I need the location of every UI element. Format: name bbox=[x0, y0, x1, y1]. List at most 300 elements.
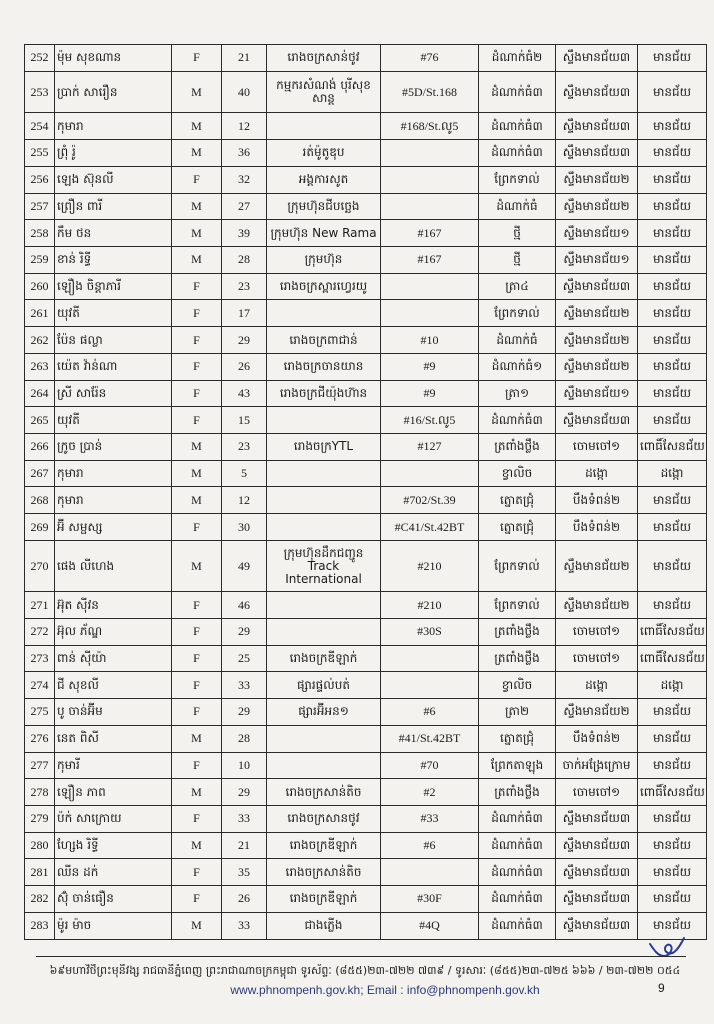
cell-village: ដំណាក់ធំ៣ bbox=[479, 805, 556, 832]
cell-sex: F bbox=[172, 859, 222, 886]
table-row bbox=[25, 300, 707, 327]
cell-commune: ស្ទឹងមានជ័យ២ bbox=[556, 353, 638, 380]
cell-commune: ស្ទឹងមានជ័យ១ bbox=[556, 220, 638, 247]
cell-row-number: 260 bbox=[25, 273, 55, 300]
cell-sex: M bbox=[172, 113, 222, 140]
cell-district: មានជ័យ bbox=[638, 300, 707, 327]
cell-house-street bbox=[381, 460, 479, 487]
cell-workplace bbox=[267, 407, 381, 434]
cell-row-number: 280 bbox=[25, 832, 55, 859]
cell-village: ដំណាក់ធំ៣ bbox=[479, 859, 556, 886]
cell-commune: បឹងទំពន់២ bbox=[556, 487, 638, 514]
cell-house-street bbox=[381, 672, 479, 699]
cell-age: 25 bbox=[222, 645, 267, 672]
cell-commune: ស្ទឹងមានជ័យ២ bbox=[556, 193, 638, 220]
cell-commune: ចោមចៅ១ bbox=[556, 645, 638, 672]
cell-row-number: 253 bbox=[25, 71, 55, 113]
cell-row-number: 263 bbox=[25, 353, 55, 380]
cell-district: មានជ័យ bbox=[638, 380, 707, 407]
table-row bbox=[25, 220, 707, 247]
cell-village: ត្រា២ bbox=[479, 699, 556, 726]
table-row bbox=[25, 460, 707, 487]
table-row bbox=[25, 912, 707, 939]
cell-name: ជី សុខលី bbox=[55, 672, 172, 699]
cell-workplace: ក្រុមហ៊ុន New Rama bbox=[267, 220, 381, 247]
cell-name: ផេង លីហេង bbox=[55, 540, 172, 591]
cell-workplace: រោងចក្រសាន់ថូវ bbox=[267, 45, 381, 72]
cell-district: មានជ័យ bbox=[638, 886, 707, 913]
cell-district: មានជ័យ bbox=[638, 912, 707, 939]
cell-sex: M bbox=[172, 193, 222, 220]
cell-workplace: រោងចក្រឌីឡាក់ bbox=[267, 645, 381, 672]
cell-workplace: រោងចក្រសាន់តិច bbox=[267, 859, 381, 886]
cell-district: មានជ័យ bbox=[638, 113, 707, 140]
cell-age: 46 bbox=[222, 592, 267, 619]
cell-row-number: 261 bbox=[25, 300, 55, 327]
cell-name: កុមារី bbox=[55, 752, 172, 779]
cell-name: ហ្សែង រិទ្ធី bbox=[55, 832, 172, 859]
cell-name: ស៊ុំ ចាន់ធឿន bbox=[55, 886, 172, 913]
cell-house-street: #41/St.42BT bbox=[381, 725, 479, 752]
cell-age: 21 bbox=[222, 45, 267, 72]
cell-commune: ស្ទឹងមានជ័យ២ bbox=[556, 300, 638, 327]
cell-name: ពាន់ ស៊ីយ៉ា bbox=[55, 645, 172, 672]
cell-sex: F bbox=[172, 618, 222, 645]
cell-district: មានជ័យ bbox=[638, 247, 707, 274]
cell-district: ដង្កោ bbox=[638, 672, 707, 699]
cell-house-street: #6 bbox=[381, 699, 479, 726]
cell-house-street: #2 bbox=[381, 779, 479, 806]
cell-sex: F bbox=[172, 672, 222, 699]
cell-name: កឹម ថន bbox=[55, 220, 172, 247]
cell-district: មានជ័យ bbox=[638, 140, 707, 167]
cell-district: មានជ័យ bbox=[638, 752, 707, 779]
cell-sex: F bbox=[172, 327, 222, 354]
cell-district: ដង្កោ bbox=[638, 460, 707, 487]
cell-name: ឡេង ស៊ុនលី bbox=[55, 166, 172, 193]
cell-age: 26 bbox=[222, 353, 267, 380]
cell-commune: ដង្កោ bbox=[556, 460, 638, 487]
cell-row-number: 265 bbox=[25, 407, 55, 434]
cell-row-number: 266 bbox=[25, 434, 55, 461]
signature-mark-icon bbox=[646, 936, 686, 962]
cell-row-number: 257 bbox=[25, 193, 55, 220]
cell-village: ថ្មី bbox=[479, 247, 556, 274]
cell-sex: F bbox=[172, 166, 222, 193]
cell-village: ដំណាក់ធំ bbox=[479, 327, 556, 354]
cell-village: ដំណាក់ធំ៣ bbox=[479, 113, 556, 140]
cell-district: មានជ័យ bbox=[638, 832, 707, 859]
cell-district: មានជ័យ bbox=[638, 193, 707, 220]
cell-village: ត្នោតជ្រុំ bbox=[479, 514, 556, 541]
cell-sex: M bbox=[172, 832, 222, 859]
table-row bbox=[25, 140, 707, 167]
cell-name: ម៉ូរ ម៉ាច bbox=[55, 912, 172, 939]
table-row bbox=[25, 886, 707, 913]
cell-village: ព្រែកទាល់ bbox=[479, 592, 556, 619]
cell-house-street bbox=[381, 645, 479, 672]
cell-district: មានជ័យ bbox=[638, 353, 707, 380]
cell-commune: ស្ទឹងមានជ័យ២ bbox=[556, 592, 638, 619]
cell-commune: បឹងទំពន់២ bbox=[556, 725, 638, 752]
cell-village: ត្រា៤ bbox=[479, 273, 556, 300]
cell-district: មានជ័យ bbox=[638, 273, 707, 300]
cell-name: អ៊ុត ស៊ីវន bbox=[55, 592, 172, 619]
cell-age: 28 bbox=[222, 247, 267, 274]
cell-name: កុមារា bbox=[55, 487, 172, 514]
cell-house-street: #167 bbox=[381, 247, 479, 274]
cell-name: ឈីន ដក់ bbox=[55, 859, 172, 886]
cell-name: ស្រី សារ៉ែន bbox=[55, 380, 172, 407]
cell-workplace bbox=[267, 618, 381, 645]
cell-house-street: #70 bbox=[381, 752, 479, 779]
cell-village: ដំណាក់ធំ២ bbox=[479, 45, 556, 72]
cell-commune: ស្ទឹងមានជ័យ២ bbox=[556, 699, 638, 726]
cell-district: មានជ័យ bbox=[638, 407, 707, 434]
table-row bbox=[25, 45, 707, 72]
cell-age: 36 bbox=[222, 140, 267, 167]
cell-commune: ស្ទឹងមានជ័យ៣ bbox=[556, 859, 638, 886]
cell-age: 23 bbox=[222, 434, 267, 461]
cell-commune: ស្ទឹងមានជ័យ៣ bbox=[556, 407, 638, 434]
cell-age: 49 bbox=[222, 540, 267, 591]
cell-name: ព្រុំ រ៉ូ bbox=[55, 140, 172, 167]
cell-district: មានជ័យ bbox=[638, 220, 707, 247]
cell-village: ដំណាក់ធំ១ bbox=[479, 353, 556, 380]
table-row bbox=[25, 699, 707, 726]
table-row bbox=[25, 672, 707, 699]
table-row bbox=[25, 779, 707, 806]
cell-village: ត្នោតជ្រុំ bbox=[479, 487, 556, 514]
cell-row-number: 254 bbox=[25, 113, 55, 140]
cell-row-number: 256 bbox=[25, 166, 55, 193]
cell-workplace bbox=[267, 113, 381, 140]
page-number: 9 bbox=[658, 981, 665, 995]
cell-name: ក្រូច ប្រាន់ bbox=[55, 434, 172, 461]
table-row bbox=[25, 353, 707, 380]
table-row bbox=[25, 618, 707, 645]
cell-age: 29 bbox=[222, 618, 267, 645]
cell-sex: M bbox=[172, 912, 222, 939]
cell-name: យុវតី bbox=[55, 407, 172, 434]
cell-row-number: 267 bbox=[25, 460, 55, 487]
cell-workplace bbox=[267, 460, 381, 487]
cell-district: មានជ័យ bbox=[638, 166, 707, 193]
table-row bbox=[25, 166, 707, 193]
cell-age: 21 bbox=[222, 832, 267, 859]
cell-house-street: #30F bbox=[381, 886, 479, 913]
cell-age: 5 bbox=[222, 460, 267, 487]
cell-village: ខ្វាលិច bbox=[479, 460, 556, 487]
cell-workplace: រត់ម៉ូតូឌុប bbox=[267, 140, 381, 167]
cell-commune: ស្ទឹងមានជ័យ២ bbox=[556, 166, 638, 193]
cell-district: មានជ័យ bbox=[638, 514, 707, 541]
cell-workplace: រោងចក្រសានថូវ bbox=[267, 805, 381, 832]
cell-age: 39 bbox=[222, 220, 267, 247]
cell-row-number: 252 bbox=[25, 45, 55, 72]
table-row bbox=[25, 540, 707, 591]
cell-house-street: #210 bbox=[381, 592, 479, 619]
table-row bbox=[25, 752, 707, 779]
cell-row-number: 282 bbox=[25, 886, 55, 913]
cell-age: 26 bbox=[222, 886, 267, 913]
cell-village: ខ្វាលិច bbox=[479, 672, 556, 699]
cell-district: មានជ័យ bbox=[638, 859, 707, 886]
cell-name: ខាន់ រិទ្ធី bbox=[55, 247, 172, 274]
footer-web-email: www.phnompenh.gov.kh; Email : info@phnompenh.gov.kh bbox=[230, 983, 540, 997]
cell-row-number: 271 bbox=[25, 592, 55, 619]
cell-sex: M bbox=[172, 247, 222, 274]
cell-commune: បឹងទំពន់២ bbox=[556, 514, 638, 541]
cell-workplace: ក្រុមហ៊ុនជីបច្ឆេង bbox=[267, 193, 381, 220]
cell-row-number: 269 bbox=[25, 514, 55, 541]
cell-sex: F bbox=[172, 273, 222, 300]
cell-sex: F bbox=[172, 45, 222, 72]
table-row bbox=[25, 247, 707, 274]
cell-commune: ចាក់អង្រែក្រោម bbox=[556, 752, 638, 779]
cell-workplace: រោងចក្រចានយាន bbox=[267, 353, 381, 380]
cell-village: ត្រពាំងថ្លឹង bbox=[479, 618, 556, 645]
table-row bbox=[25, 592, 707, 619]
cell-district: មានជ័យ bbox=[638, 327, 707, 354]
cell-name: យុវតី bbox=[55, 300, 172, 327]
table-row bbox=[25, 859, 707, 886]
cell-name: កុមារា bbox=[55, 460, 172, 487]
cell-commune: ស្ទឹងមានជ័យ៣ bbox=[556, 45, 638, 72]
cell-age: 30 bbox=[222, 514, 267, 541]
cell-village: ព្រែកទាល់ bbox=[479, 540, 556, 591]
cell-commune: ស្ទឹងមានជ័យ៣ bbox=[556, 71, 638, 113]
cell-commune: ស្ទឹងមានជ័យ៣ bbox=[556, 886, 638, 913]
cell-age: 29 bbox=[222, 779, 267, 806]
cell-workplace bbox=[267, 487, 381, 514]
table-row bbox=[25, 832, 707, 859]
cell-sex: F bbox=[172, 407, 222, 434]
cell-workplace: រោងចក្រឌីឡាក់ bbox=[267, 832, 381, 859]
cell-village: ព្រែកតាឡុង bbox=[479, 752, 556, 779]
table-row bbox=[25, 805, 707, 832]
cell-age: 12 bbox=[222, 487, 267, 514]
cell-age: 12 bbox=[222, 113, 267, 140]
cell-age: 33 bbox=[222, 805, 267, 832]
cell-row-number: 274 bbox=[25, 672, 55, 699]
table-row bbox=[25, 193, 707, 220]
cell-row-number: 259 bbox=[25, 247, 55, 274]
cell-village: ព្រែកទាល់ bbox=[479, 300, 556, 327]
cell-age: 43 bbox=[222, 380, 267, 407]
cell-row-number: 272 bbox=[25, 618, 55, 645]
cell-workplace: ផ្សារផ្ទល់បត់ bbox=[267, 672, 381, 699]
cell-district: មានជ័យ bbox=[638, 699, 707, 726]
cell-village: ដំណាក់ធំ៣ bbox=[479, 912, 556, 939]
table-row bbox=[25, 645, 707, 672]
cell-district: មានជ័យ bbox=[638, 725, 707, 752]
table-row bbox=[25, 327, 707, 354]
cell-sex: F bbox=[172, 752, 222, 779]
cell-workplace: ជាងភ្លើង bbox=[267, 912, 381, 939]
cell-row-number: 268 bbox=[25, 487, 55, 514]
cell-row-number: 264 bbox=[25, 380, 55, 407]
cell-workplace: រោងចក្រYTL bbox=[267, 434, 381, 461]
cell-sex: M bbox=[172, 71, 222, 113]
cell-house-street: #210 bbox=[381, 540, 479, 591]
cell-age: 17 bbox=[222, 300, 267, 327]
cell-house-street: #167 bbox=[381, 220, 479, 247]
cell-workplace: រោងចក្រឌីឡាក់ bbox=[267, 886, 381, 913]
table-row bbox=[25, 380, 707, 407]
cell-commune: ស្ទឹងមានជ័យ១ bbox=[556, 380, 638, 407]
cell-district: មានជ័យ bbox=[638, 540, 707, 591]
cell-house-street: #16/St.លូ5 bbox=[381, 407, 479, 434]
cell-workplace bbox=[267, 752, 381, 779]
cell-village: ដំណាក់ធំ៣ bbox=[479, 407, 556, 434]
cell-workplace: ផ្សារអ៊ីអន១ bbox=[267, 699, 381, 726]
cell-workplace: រោងចក្រស្ពារហ្វេរយូ bbox=[267, 273, 381, 300]
cell-sex: M bbox=[172, 460, 222, 487]
cell-name: អ៊ី សម្ផស្ស bbox=[55, 514, 172, 541]
cell-sex: M bbox=[172, 779, 222, 806]
cell-house-street: #9 bbox=[381, 353, 479, 380]
cell-sex: F bbox=[172, 380, 222, 407]
cell-row-number: 255 bbox=[25, 140, 55, 167]
cell-house-street bbox=[381, 166, 479, 193]
table-row bbox=[25, 273, 707, 300]
cell-age: 35 bbox=[222, 859, 267, 886]
cell-house-street: #9 bbox=[381, 380, 479, 407]
table-row bbox=[25, 407, 707, 434]
cell-row-number: 270 bbox=[25, 540, 55, 591]
cell-house-street bbox=[381, 273, 479, 300]
cell-commune: ចោមចៅ១ bbox=[556, 618, 638, 645]
cell-age: 23 bbox=[222, 273, 267, 300]
cell-workplace: អង្គការសូត bbox=[267, 166, 381, 193]
table-row bbox=[25, 71, 707, 113]
cell-house-street bbox=[381, 140, 479, 167]
cell-district: ពោធិ៍សែនជ័យ bbox=[638, 645, 707, 672]
cell-row-number: 275 bbox=[25, 699, 55, 726]
cell-age: 33 bbox=[222, 672, 267, 699]
cell-age: 15 bbox=[222, 407, 267, 434]
cell-commune: ស្ទឹងមានជ័យ៣ bbox=[556, 832, 638, 859]
cell-name: បូ ចាន់អ៊ីម bbox=[55, 699, 172, 726]
cell-commune: ចោមចៅ១ bbox=[556, 434, 638, 461]
cell-workplace: រោងចក្រជីយ៉ុងហ៊ាន bbox=[267, 380, 381, 407]
cell-row-number: 283 bbox=[25, 912, 55, 939]
cell-house-street: #33 bbox=[381, 805, 479, 832]
cell-village: ដំណាក់ធំ bbox=[479, 193, 556, 220]
cell-row-number: 262 bbox=[25, 327, 55, 354]
cell-age: 33 bbox=[222, 912, 267, 939]
cell-workplace bbox=[267, 514, 381, 541]
table-row bbox=[25, 487, 707, 514]
cell-row-number: 278 bbox=[25, 779, 55, 806]
cell-house-street bbox=[381, 193, 479, 220]
cell-sex: M bbox=[172, 140, 222, 167]
cell-commune: ស្ទឹងមានជ័យ៣ bbox=[556, 273, 638, 300]
footer-address: ៦៩មហាវិថីព្រះមុនីវង្ស រាជធានីភ្នំពេញ ព្រះរាជាណាចក្រកម្ពុជា ទូរស័ព្ទៈ (៨៥៥)២៣-៧២២ ៧៣៩ / ទូរសារៈ (៨៥៥)២៣-៧២៥ ៦៦៦ / ២៣-៧២២ ០៥៤ bbox=[49, 964, 681, 977]
cell-village: ដំណាក់ធំ៣ bbox=[479, 832, 556, 859]
cell-house-street bbox=[381, 300, 479, 327]
cell-age: 29 bbox=[222, 699, 267, 726]
cell-age: 10 bbox=[222, 752, 267, 779]
cell-name: ប៉ែន ផល្លា bbox=[55, 327, 172, 354]
cell-name: ព្រឿន ពារី bbox=[55, 193, 172, 220]
cell-village: ថ្មី bbox=[479, 220, 556, 247]
cell-village: ត្នោតជ្រុំ bbox=[479, 725, 556, 752]
cell-village: ត្រពាំងថ្លឹង bbox=[479, 645, 556, 672]
cell-age: 40 bbox=[222, 71, 267, 113]
cell-workplace: ក្រុមហ៊ុន bbox=[267, 247, 381, 274]
cell-sex: M bbox=[172, 220, 222, 247]
cell-sex: F bbox=[172, 886, 222, 913]
cell-commune: ចោមចៅ១ bbox=[556, 779, 638, 806]
cell-age: 32 bbox=[222, 166, 267, 193]
cell-row-number: 281 bbox=[25, 859, 55, 886]
cell-workplace bbox=[267, 300, 381, 327]
cell-age: 27 bbox=[222, 193, 267, 220]
cell-sex: M bbox=[172, 487, 222, 514]
cell-name: ប៉ក់ សាក្រោយ bbox=[55, 805, 172, 832]
cell-sex: F bbox=[172, 353, 222, 380]
cell-house-street: #30S bbox=[381, 618, 479, 645]
cell-sex: M bbox=[172, 725, 222, 752]
roster-body bbox=[25, 45, 707, 940]
cell-house-street: #10 bbox=[381, 327, 479, 354]
cell-name: នេត ពិសី bbox=[55, 725, 172, 752]
cell-sex: M bbox=[172, 434, 222, 461]
table-row bbox=[25, 725, 707, 752]
cell-village: ត្រា១ bbox=[479, 380, 556, 407]
cell-district: មានជ័យ bbox=[638, 805, 707, 832]
cell-house-street: #C41/St.42BT bbox=[381, 514, 479, 541]
cell-village: ត្រពាំងថ្លឹង bbox=[479, 779, 556, 806]
cell-commune: ស្ទឹងមានជ័យ៣ bbox=[556, 805, 638, 832]
table-row bbox=[25, 514, 707, 541]
cell-village: ត្រពាំងថ្លឹង bbox=[479, 434, 556, 461]
cell-workplace bbox=[267, 592, 381, 619]
cell-workplace: រោងចក្រសាន់តិច bbox=[267, 779, 381, 806]
cell-sex: F bbox=[172, 645, 222, 672]
cell-village: ដំណាក់ធំ៣ bbox=[479, 140, 556, 167]
cell-sex: F bbox=[172, 699, 222, 726]
cell-row-number: 276 bbox=[25, 725, 55, 752]
table-row bbox=[25, 434, 707, 461]
cell-commune: ស្ទឹងមានជ័យ៣ bbox=[556, 140, 638, 167]
cell-commune: ស្ទឹងមានជ័យ១ bbox=[556, 247, 638, 274]
cell-name: កុមារា bbox=[55, 113, 172, 140]
cell-district: ពោធិ៍សែនជ័យ bbox=[638, 779, 707, 806]
cell-commune: ស្ទឹងមានជ័យ៣ bbox=[556, 113, 638, 140]
cell-house-street: #76 bbox=[381, 45, 479, 72]
cell-house-street: #4Q bbox=[381, 912, 479, 939]
cell-name: អ៊ុល ភ័ណ្ឌ bbox=[55, 618, 172, 645]
cell-village: ព្រែកទាល់ bbox=[479, 166, 556, 193]
footer-divider bbox=[36, 956, 686, 957]
cell-sex: M bbox=[172, 540, 222, 591]
cell-district: ពោធិ៍សែនជ័យ bbox=[638, 618, 707, 645]
cell-house-street: #6 bbox=[381, 832, 479, 859]
cell-commune: ស្ទឹងមានជ័យ៣ bbox=[556, 912, 638, 939]
cell-row-number: 277 bbox=[25, 752, 55, 779]
cell-commune: ស្ទឹងមានជ័យ២ bbox=[556, 540, 638, 591]
cell-district: មានជ័យ bbox=[638, 45, 707, 72]
cell-sex: F bbox=[172, 514, 222, 541]
cell-house-street: #168/St.លូ5 bbox=[381, 113, 479, 140]
cell-sex: F bbox=[172, 805, 222, 832]
cell-name: ប្រាក់ សារឿន bbox=[55, 71, 172, 113]
cell-district: មានជ័យ bbox=[638, 592, 707, 619]
cell-age: 28 bbox=[222, 725, 267, 752]
